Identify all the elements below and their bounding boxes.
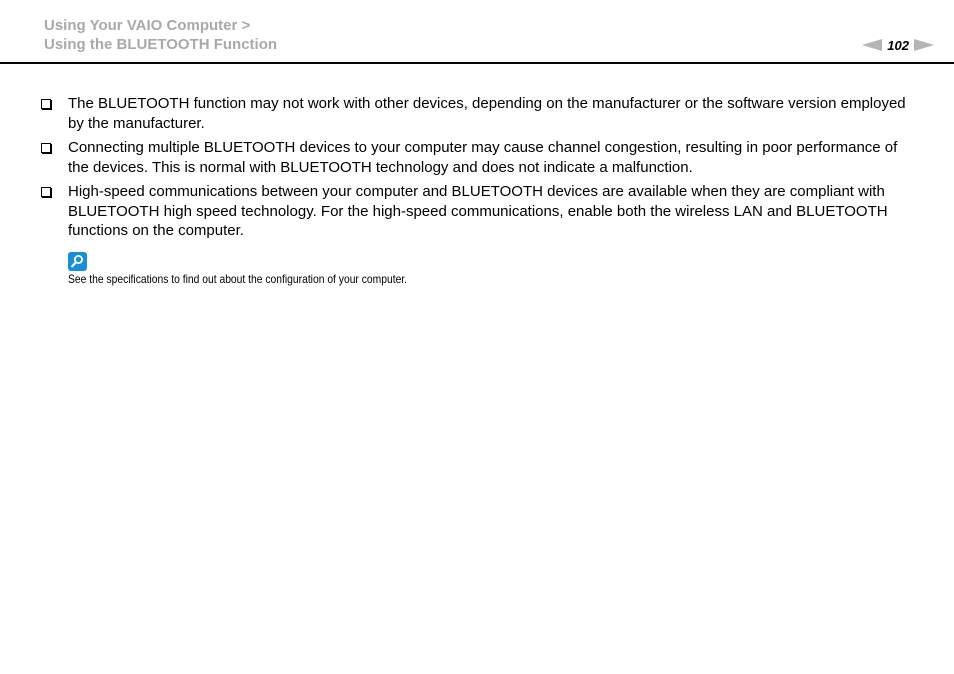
page-number: 102 [887,37,909,53]
note-block [68,252,462,287]
breadcrumb-section[interactable]: Using Your VAIO Computer > [44,17,251,34]
next-page-arrow-icon[interactable] [914,39,934,51]
page-header [0,0,954,64]
checkbox-bullet-icon [41,187,51,197]
header-divider [0,62,954,64]
list-item [40,94,920,133]
list-item [40,182,920,241]
page-navigation [862,37,934,53]
note-text: See the specifications to find out about the configuration of your computer. [68,272,408,286]
list-item [40,138,920,177]
breadcrumb [44,16,277,54]
list-item-text: The BLUETOOTH function may not work with other devices, depending on the manufacturer or the software version employed by the manufacturer. [68,95,906,132]
checkbox-bullet-icon [41,143,51,153]
bullet-list [40,94,920,246]
list-item-text: Connecting multiple BLUETOOTH devices to your computer may cause channel congestion, resulting in poor performance of the devices. This is normal with BLUETOOTH technology and does not indicate a malfunction. [68,139,898,176]
list-item-text: High-speed communications between your computer and BLUETOOTH devices are available when they are compliant with BLUETOOTH high speed technology. For the high-speed communications, enable both the wireless LAN and BLUETOOTH functions on the computer. [68,183,888,239]
magnifier-icon [68,252,87,271]
breadcrumb-topic[interactable]: Using the BLUETOOTH Function [44,36,278,53]
checkbox-bullet-icon [41,99,51,109]
previous-page-arrow-icon[interactable] [862,39,882,51]
